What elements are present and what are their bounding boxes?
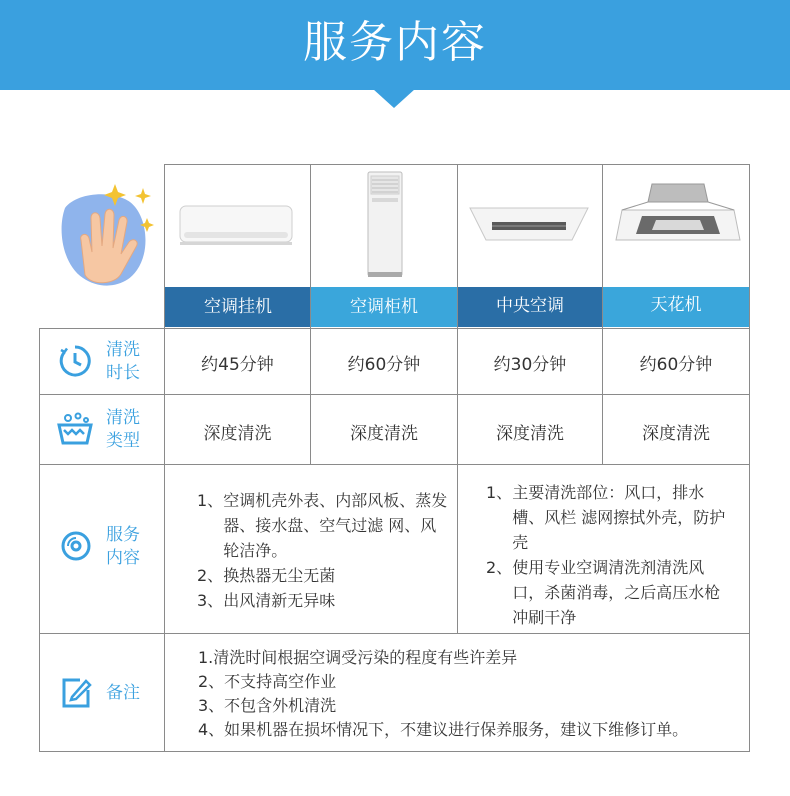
notes-list (198, 646, 746, 742)
row-label-line: 类型 (106, 431, 140, 451)
row-label-line: 清洗 (106, 340, 140, 360)
list-item: 1.清洗时间根据空调受污染的程度有些许差异 (198, 648, 518, 667)
clock-icon (58, 344, 92, 378)
column-label-ceiling-ac: 天花机 (603, 287, 749, 327)
duration-wall-ac: 约45分钟 (201, 355, 274, 375)
list-number: 1、 (197, 491, 224, 510)
list-text: 主要清洗部位：风口，排水槽、风栏 滤网擦拭外壳，防护壳 (512, 483, 726, 552)
grid-line (749, 164, 750, 752)
list-item: 2、不支持高空作业 (198, 672, 337, 691)
list-item (197, 563, 449, 588)
duration-floor-ac: 约60分钟 (347, 355, 421, 375)
list-number: 2、 (197, 566, 224, 585)
service-list-right (486, 480, 726, 630)
grid-line (457, 164, 458, 633)
basket-icon (56, 412, 94, 446)
type-ceiling-ac: 深度清洗 (642, 424, 710, 444)
list-text: 换热器无尘无菌 (223, 566, 336, 585)
hand-cleaning-icon (55, 170, 160, 300)
row-label-line: 内容 (106, 548, 140, 568)
grid-line (39, 394, 750, 395)
service-list-left (197, 488, 449, 613)
list-number: 3、 (197, 591, 224, 610)
type-wall-ac: 深度清洗 (203, 424, 272, 444)
row-label-type (103, 407, 143, 453)
list-text: 出风清新无异味 (223, 591, 336, 610)
duration-central-ac: 约30分钟 (493, 355, 567, 375)
grid-line (39, 751, 750, 752)
list-item (197, 588, 449, 613)
list-text: 空调机壳外表、内部风板、蒸发器、接水盘、空气过滤 网、风轮洁净。 (223, 491, 448, 560)
row-label-service (103, 524, 143, 570)
list-item (486, 480, 726, 555)
ceiling-cassette-ac-image (612, 180, 744, 252)
disc-icon (60, 530, 92, 562)
type-central-ac: 深度清洗 (496, 424, 564, 444)
central-ac-image (468, 204, 590, 244)
row-label-notes: 备注 (106, 683, 140, 703)
floor-standing-ac-image (360, 170, 410, 280)
header-arrow (373, 89, 415, 108)
row-label-line: 清洗 (106, 408, 140, 428)
column-label-wall-ac: 空调挂机 (165, 287, 311, 327)
page-title: 服务内容 (303, 17, 487, 68)
list-number: 2、 (486, 558, 513, 577)
list-text: 使用专业空调清洗剂清洗风口，杀菌消毒，之后高压水枪冲刷干净 (512, 558, 721, 627)
list-item: 4、如果机器在损坏情况下，不建议进行保养服务，建议下维修订单。 (198, 720, 689, 739)
type-floor-ac: 深度清洗 (350, 424, 418, 444)
list-item (486, 555, 726, 630)
grid-line (164, 164, 165, 752)
grid-line (39, 633, 750, 634)
row-label-duration (103, 339, 143, 385)
wall-mounted-ac-image (178, 202, 296, 248)
edit-icon (60, 677, 92, 709)
row-label-line: 时长 (106, 363, 140, 383)
grid-line (39, 328, 750, 329)
grid-line (39, 464, 750, 465)
duration-ceiling-ac: 约60分钟 (639, 355, 713, 375)
column-label-floor-ac: 空调柜机 (311, 287, 457, 327)
list-item (197, 488, 449, 563)
grid-line (39, 328, 40, 752)
row-label-line: 服务 (106, 525, 140, 545)
list-number: 1、 (486, 483, 513, 502)
list-item: 3、不包含外机清洗 (198, 696, 337, 715)
column-label-central-ac: 中央空调 (457, 287, 603, 327)
